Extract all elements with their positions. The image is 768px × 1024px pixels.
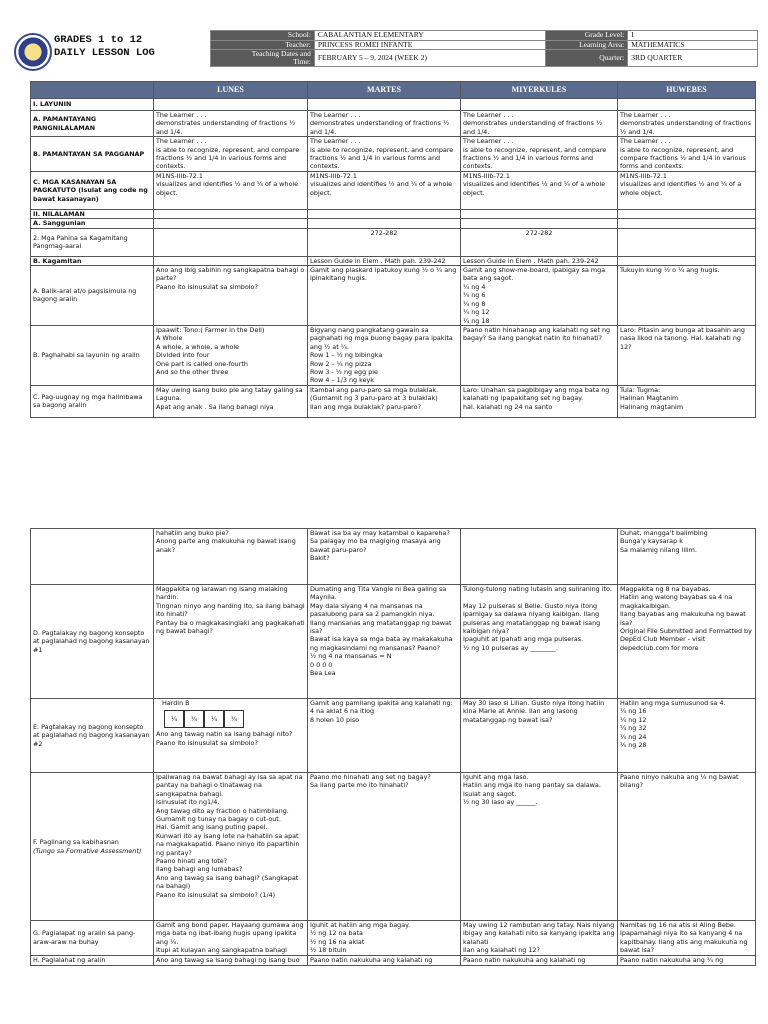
cell-text: Iguhit ang mga laso. Hatiin ang mga ito nang pantay sa dalawa. Isulat ang sagot. ½ ng 30 laso ay ______.	[463, 773, 601, 807]
day-cell	[461, 256, 618, 265]
cell-text: Paano mo hinahati ang set ng bagay? Sa ilang parte mo ito hinahati?	[310, 773, 431, 790]
school-label: School:	[211, 31, 315, 41]
row-label	[31, 228, 154, 256]
row-label-text: A. PAMANTAYANG PANGNILALAMAN	[33, 115, 97, 132]
row-label-text: I. LAYUNIN	[33, 100, 72, 109]
lesson-row	[31, 256, 756, 265]
row-label	[31, 585, 154, 699]
day-cell	[308, 955, 461, 965]
cell-text: Magpakita ng 8 na bayabas. Hatiin ang walong bayabas sa 4 na magkakaibigan. Ilang bayabas ang makukuha ng bawat isa? Original File Submitted and Formatted by DepEd Club Member - visit depedclub.com for more	[620, 585, 752, 652]
info-table	[210, 30, 758, 67]
header	[14, 30, 754, 72]
row-label-text: D. Pagtalakay ng bagong konsepto at paglalahad ng bagong kasanayan #1	[33, 628, 150, 654]
cell-text: Namitas ng 16 na atis si Aling Bebe. Ipapamahagi niya ito sa kanyang 4 na kapitbahay. Ilang atis ang makukuha ng bawat isa?	[620, 921, 748, 955]
day-cell	[618, 529, 756, 585]
day-cell	[618, 699, 756, 773]
lesson-row	[31, 266, 756, 326]
cell-text: The Learner . . . is able to recognize, represent, and compare fractions ½ and 1/4 in various forms and contexts.	[156, 137, 300, 171]
row-label-text: C. MGA KASANAYAN SA PAGKATUTO (Isulat ang code ng bawat kasanayan)	[33, 177, 148, 203]
row-label-sub: (Tungo sa Formative Assessment)	[33, 846, 142, 855]
day-cell	[154, 111, 308, 137]
day-cell	[154, 325, 308, 385]
cell-text: Paano natin nakukuha ang kalahati ng	[463, 955, 586, 964]
day-cell	[308, 219, 461, 228]
day-cell	[461, 699, 618, 773]
garden-label: Hardin B	[162, 699, 190, 707]
day-cell	[461, 228, 618, 256]
day-cell	[154, 699, 308, 773]
deped-seal-icon	[14, 33, 52, 71]
day-header: MIYERKULES	[461, 82, 618, 99]
day-cell	[308, 111, 461, 137]
cell-text: M1NS-IIIb-72.1 visualizes and identifies ½ and ¼ of a whole object.	[620, 171, 742, 197]
day-cell	[154, 529, 308, 585]
row-label	[31, 219, 154, 228]
cell-text: M1NS-IIIb-72.1 visualizes and identifies ½ and ¼ of a whole object.	[463, 171, 606, 197]
day-cell	[618, 228, 756, 256]
day-cell	[154, 219, 308, 228]
lesson-table-page1	[30, 81, 756, 418]
cell-text: Tukuyin kung ½ o ¼ ang hugis.	[620, 266, 720, 275]
cell-text: The Learner . . . is able to recognize, represent, and compare fractions ½ and 1/4 in various forms and contexts.	[620, 137, 746, 171]
cell-text: Paano natin nakukuha ang ¼ ng	[620, 955, 724, 964]
row-label	[31, 256, 154, 265]
row-label	[31, 699, 154, 773]
lesson-row	[31, 228, 756, 256]
day-cell	[154, 955, 308, 965]
day-cell	[618, 111, 756, 137]
day-cell	[308, 529, 461, 585]
cell-text: Duhat, mangga't balimbing Bunga'y kaysarap k Sa malamig nilang lilim.	[620, 529, 708, 554]
cell-text: Ipaawit: Tono:( Farmer in the Dell) A Whole A whole, a whole, a whole Divided into four One part is called one-fourth And so the other three	[156, 325, 265, 376]
lesson-row	[31, 171, 756, 209]
cell-text: The Learner . . . demonstrates understanding of fractions ½ and 1/4.	[620, 111, 751, 136]
day-cell	[618, 955, 756, 965]
fraction-box: ¼	[164, 710, 184, 728]
row-label-text: B. PAMANTAYAN SA PAGGANAP	[33, 149, 145, 158]
cell-text: Tula: Tugma: Halinan Magtanim Halinang magtanim	[620, 385, 684, 411]
row-label-text: G. Paglalapat ng aralin sa pang-araw-araw na buhay	[33, 929, 136, 946]
quarter-value: 3RD QUARTER	[628, 50, 758, 67]
day-cell	[618, 219, 756, 228]
day-cell	[618, 99, 756, 111]
lesson-row	[31, 325, 756, 385]
day-cell	[154, 385, 308, 417]
cell-text: Gamit ang plaskard ipatukoy kung ½ o ¼ ang ipinakitang hugis.	[310, 266, 457, 283]
day-cell	[461, 137, 618, 172]
day-cell	[308, 228, 461, 256]
row-label-text: 2. Mga Pahina sa Kagamitang Pangmag-aaral	[33, 233, 128, 251]
day-cell	[308, 171, 461, 209]
row-label	[31, 385, 154, 417]
day-cell	[618, 266, 756, 326]
day-cell	[618, 325, 756, 385]
day-cell	[308, 921, 461, 956]
lesson-row	[31, 529, 756, 585]
cell-text: M1NS-IIIb-72.1 visualizes and identifies ½ and ¼ of a whole object.	[310, 171, 453, 197]
cell-text: Ipaliwanag na bawat bahagi ay isa sa apat na pantay na bahagi o tinatawag na sangkapatna bahagi. Isinusulat ito ng1/4. Ang tawag dito ay fraction o hatimbilang. Gumamit ng tunay na bagay o cut-out. Hal. Gamit ang isang puting papel. Kunwari ito ay isang lote na hahatiin sa apat na magkakapatid. Paano ninyo ito papartihin ng pantay? Paano hinati ang lote? Ilang bahagi ang lumabas? Ano ang tawag sa isang bahagi? (Sangkapat na bahagi) Paano ito isinusulat sa simbolo? (1/4)	[156, 773, 303, 899]
row-label	[31, 325, 154, 385]
area-value: MATHEMATICS	[628, 40, 758, 50]
header-blank	[31, 82, 154, 99]
cell-text: hahatiin ang buko pie? Anong parte ang makukuha ng bawat isang anak?	[156, 529, 296, 554]
day-cell	[308, 773, 461, 921]
row-label	[31, 209, 154, 218]
day-cell	[308, 325, 461, 385]
day-cell	[461, 266, 618, 326]
cell-text: Iguhit at hatiin ang mga bagay. ½ ng 12 na bata ½ ng 16 na aklat ½ 18 bituin	[310, 921, 411, 955]
day-cell	[308, 256, 461, 265]
cell-text: Lesson Guide in Elem . Math pah. 239-242	[463, 256, 599, 265]
row-label-text: B. Paghahabi sa layunin ng aralin	[33, 351, 140, 360]
row-label	[31, 137, 154, 172]
garden-fraction-boxes	[164, 710, 305, 728]
cell-text: Ano ang tawag sa isang bahagi ng isang buo	[156, 955, 300, 964]
day-cell	[308, 137, 461, 172]
row-label-text: F. Paglinang sa kabihasnan	[33, 838, 119, 847]
lesson-row	[31, 219, 756, 228]
cell-text: The Learner . . . is able to recognize, represent, and compare fractions ½ and 1/4 in various forms and contexts.	[463, 137, 607, 171]
teacher-value: PRINCESS ROMEI INFANTE	[314, 40, 546, 50]
day-cell	[154, 256, 308, 265]
day-cell	[461, 219, 618, 228]
cell-text: M1NS-IIIb-72.1 visualizes and identifies ½ and ¼ of a whole object.	[156, 171, 299, 197]
cell-text: Laro: Pitasin ang bunga at basahin ang nasa likod na tanong. Hal. kalahati ng 12?	[620, 325, 745, 351]
cell-text: May uwing isang buko pie ang tatay galing sa Laguna. Apat ang anak . Sa ilang bahagi niya	[156, 385, 303, 411]
cell-text: May 30 laso si Lilian. Gusto niya itong hatiin kina Marie at Annie. Ilan ang lasong matatanggap ng bawat isa?	[463, 699, 605, 724]
cell-text: Bawat isa ba ay may katambal o kapareha? Sa palagay mo ba magiging masaya ang bawat paru-paro? Bakit?	[310, 529, 450, 563]
day-cell	[618, 921, 756, 956]
cell-text: Lesson Guide in Elem . Math pah. 239-242	[310, 256, 446, 265]
day-cell	[308, 385, 461, 417]
day-cell	[308, 266, 461, 326]
day-cell	[154, 171, 308, 209]
day-cell	[154, 585, 308, 699]
day-cell	[461, 529, 618, 585]
cell-text: Itambal ang paru-paro sa mga bulaklak. (Gumamit ng 3 paru-paro at 3 bulaklak) Ilan ang mga bulaklak? paru-paro?	[310, 385, 439, 411]
day-cell	[618, 137, 756, 172]
day-cell	[308, 585, 461, 699]
day-cell	[618, 256, 756, 265]
lesson-row	[31, 699, 756, 773]
row-label	[31, 773, 154, 921]
day-cell	[154, 99, 308, 111]
day-header: LUNES	[154, 82, 308, 99]
quarter-label: Quarter:	[546, 50, 628, 67]
cell-text: Paano ninyo nakuha ang ¼ ng bawat bilang?	[620, 773, 739, 790]
lesson-row	[31, 921, 756, 956]
log-title: GRADES 1 to 12 DAILY LESSON LOG	[54, 34, 155, 59]
day-cell	[618, 209, 756, 218]
cell-text: 272-282	[525, 228, 553, 237]
cell-text: Gamit ang bond paper. Hayaang gumawa ang mga bata ng ibat-ibang hugis upang ipakita ang ¼. Itupi at kulayan ang sangkapatna bahagi	[156, 921, 304, 955]
cell-text: Paano natin nakukuha ang kalahati ng	[310, 955, 433, 964]
lesson-row	[31, 137, 756, 172]
row-label	[31, 266, 154, 326]
grade-value: I	[628, 31, 758, 41]
cell-text: Laro: Unahan sa pagbibigay ang mga bata ng kalahati ng ipapakitang set ng bagay. hal. kalahati ng 24 na santo	[463, 385, 610, 411]
cell-text: The Learner . . . demonstrates understanding of fractions ½ and 1/4.	[310, 111, 450, 136]
lesson-row	[31, 111, 756, 137]
cell-text: The Learner . . . demonstrates understanding of fractions ½ and 1/4.	[156, 111, 296, 136]
day-cell	[618, 773, 756, 921]
row-label-text: C. Pag-uugnay ng mga halimbawa sa bagong aralin	[33, 392, 143, 410]
cell-text: The Learner . . . demonstrates understanding of fractions ½ and 1/4.	[463, 111, 603, 136]
fraction-box: ¼	[224, 710, 244, 728]
lesson-row	[31, 773, 756, 921]
day-cell	[154, 266, 308, 326]
school-value: CABALANTIAN ELEMENTARY	[314, 31, 546, 41]
lesson-table-page2	[30, 528, 756, 966]
day-cell	[618, 171, 756, 209]
row-label-text: II. NILALAMAN	[33, 209, 85, 218]
day-cell	[461, 209, 618, 218]
day-cell	[618, 385, 756, 417]
lesson-row	[31, 955, 756, 965]
day-cell	[461, 773, 618, 921]
cell-text: 272-282	[370, 228, 398, 237]
cell-text: Magpakita ng larawan ng isang malaking hardin. Tingnan ninyo ang harding ito, sa ilang bahagi ito hinati? Pantay ba o magkakasinglaki ang pagkakahati ng bawat bahagi?	[156, 585, 305, 636]
cell-text: Ano ang ibig sabihin ng sangkapatna bahagi o parte? Paano ito isinusulat sa simbolo?	[156, 266, 305, 291]
row-label	[31, 111, 154, 137]
day-cell	[461, 585, 618, 699]
row-label-text: B. Kagamitan	[33, 256, 82, 265]
row-label-text: H. Paglalahat ng aralin	[33, 955, 106, 964]
fraction-box: ¼	[204, 710, 224, 728]
day-cell	[308, 99, 461, 111]
row-label-text: A. Balik-aral at/o pagsisimula ng bagong aralin	[33, 287, 137, 304]
day-cell	[154, 773, 308, 921]
day-header: HUWEBES	[618, 82, 756, 99]
day-cell	[461, 99, 618, 111]
day-cell	[461, 111, 618, 137]
cell-text: The Learner . . . is able to recognize, represent, and compare fractions ½ and 1/4 in various forms and contexts.	[310, 137, 454, 171]
day-cell	[154, 209, 308, 218]
day-cell	[461, 955, 618, 965]
cell-text: Ano ang tawag natin sa isang bahagi nito? Paano ito isinusulat sa simbolo?	[156, 730, 293, 747]
area-label: Learning Area:	[546, 40, 628, 50]
cell-text: Paano natin hinahanap ang kalahati ng set ng bagay? Sa ilang pangkat natin ito hinahati?	[463, 325, 611, 343]
day-cell	[461, 171, 618, 209]
cell-text: Gamit ang pamilang ipakita ang kalahati ng: 4 na aklat 6 na itlog 8 holen 10 piso	[310, 699, 453, 724]
row-label-text: E. Pagtalakay ng bagong konsepto at paglalahad ng bagong kasanayan #2	[33, 722, 150, 748]
day-cell	[154, 921, 308, 956]
row-label	[31, 921, 154, 956]
dates-label: Teaching Dates and Time:	[211, 50, 315, 67]
lesson-row	[31, 99, 756, 111]
dates-value: FEBRUARY 5 – 9, 2024 (WEEK 2)	[314, 50, 546, 67]
row-label-text: A. Sanggunian	[33, 219, 86, 228]
day-cell	[308, 699, 461, 773]
row-label	[31, 171, 154, 209]
teacher-label: Teacher:	[211, 40, 315, 50]
day-cell	[618, 585, 756, 699]
day-cell	[154, 137, 308, 172]
row-label	[31, 99, 154, 111]
cell-text: Tulong-tulong nating lutasin ang suliraning ito. May 12 pulseras si Belle. Gusto niya itong ipamigay sa dalawa niyang kaibigan. Ilang pulseras ang matatanggap ng bawat isang kaibigan niya? Ipaguhit at ipahati ang mga pulseras. ½ ng 10 pulseras ay ________.	[463, 585, 612, 652]
lesson-row	[31, 585, 756, 699]
day-cell	[461, 325, 618, 385]
day-cell	[461, 921, 618, 956]
fraction-box: ¼	[184, 710, 204, 728]
row-label	[31, 529, 154, 585]
day-cell	[154, 228, 308, 256]
cell-text: Dumating ang Tita Vangie ni Bea galing sa Maynila. May dala siyang 4 na mansanas na pasalubong para sa 2 pamangkin niya. Ilang mansanas ang matatanggap ng bawat isa? Bawat isa kaya sa mga bata ay makakakuha ng magkasindami ng mansanas? Paano? ½ ng 4 na mansanas = N 0 0 0 0 Bea Lea	[310, 585, 453, 678]
cell-text: Hatiin ang mga sumusunod sa 4. ¼ ng 16 ¼ ng 12 ¼ ng 32 ¼ ng 24 ¼ ng 28	[620, 699, 726, 750]
day-cell	[308, 209, 461, 218]
cell-text: May uwing 12 rambutan ang tatay. Nais niyang ibigay ang kalahati nito sa kanyang ipakita ang kalahati Ilan ang kalahati ng 12?	[463, 921, 615, 955]
row-label	[31, 955, 154, 965]
cell-text: Bigyang nang pangkatang gawain sa paghahati ng mga buong bagay para ipakita ang ½ at ¼. Row 1 – ½ ng bibingka Row 2 – ¼ ng pizza Row 3 - ½ ng egg pie Row 4 – 1/3 ng keyk	[310, 325, 453, 385]
day-cell	[461, 385, 618, 417]
lesson-row	[31, 209, 756, 218]
day-header-row	[31, 82, 756, 99]
day-header: MARTES	[308, 82, 461, 99]
lesson-row	[31, 385, 756, 417]
cell-text: Gamit ang show-me-board, ipabigay sa mga bata ang sagot. ¼ ng 4 ¼ ng 6 ¼ ng 8 ¼ ng 12 ¼ ng 18	[463, 266, 606, 325]
grade-label: Grade Level:	[546, 31, 628, 41]
